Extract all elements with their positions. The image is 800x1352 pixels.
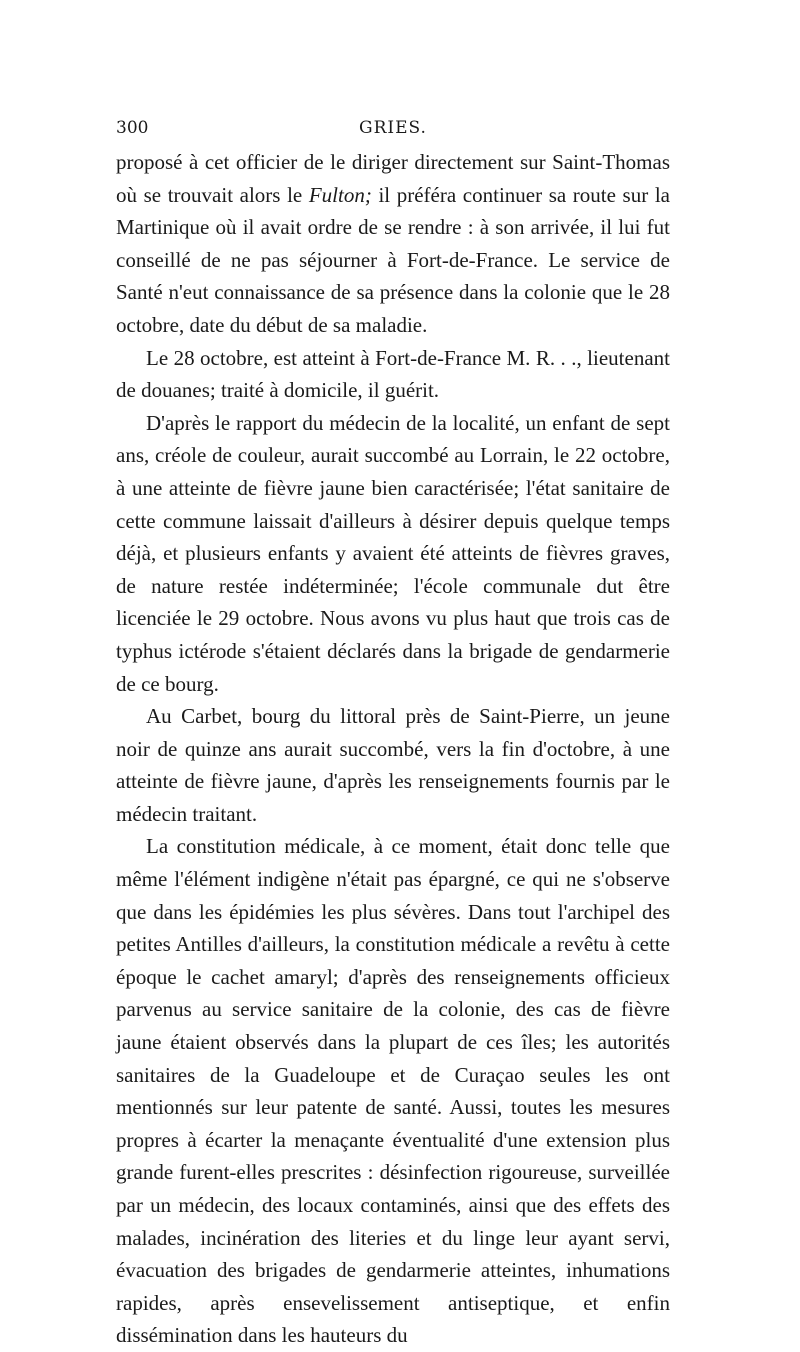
paragraph-1 xyxy=(116,146,670,342)
page-header xyxy=(116,116,670,140)
paragraph-1-text-a: proposé à cet officier de le diriger directement sur Saint-Thomas où se trouvait alors le xyxy=(116,150,670,207)
paragraph-2: Le 28 octobre, est atteint à Fort-de-France M. R. . ., lieutenant de douanes; traité à domicile, il guérit. xyxy=(116,345,670,403)
paragraph-5: La constitution médicale, à ce moment, était donc telle que même l'élément indigène n'était pas épargné, ce qui ne s'observe que dans les épidémies les plus sévères. Dans tout l'archipel des petites Antilles d'ailleurs, la constitution médicale a revêtu à cette époque le cachet amaryl; d'après des renseignements officieux parvenus au service sanitaire de la colonie, des cas de fièvre jaune étaient observés dans la plupart de ces îles; les autorités sanitaires de la Guadeloupe et de Curaçao seules les ont mentionnés sur leur patente de santé. Aussi, toutes les mesures propres à écarter la menaçante éventualité d'une extension plus grande furent-elles prescrites : désinfection rigoureuse, surveillée par un médecin, des locaux contaminés, ainsi que des effets des malades, incinération des literies et du linge leur ayant servi, évacuation des brigades de gendarmerie atteintes, inhumations rapides, après ensevelissement antiseptique, et enfin dissémination dans les hauteurs du xyxy=(116,834,670,1348)
body-text xyxy=(116,146,670,1352)
page-number: 300 xyxy=(116,118,149,138)
paragraph-3: D'après le rapport du médecin de la localité, un enfant de sept ans, créole de couleur, aurait succombé au Lorrain, le 22 octobre, à une atteinte de fièvre jaune bien caractérisée; l'état sanitaire de cette commune laissait d'ailleurs à désirer depuis quelque temps déjà, et plusieurs enfants y avaient été atteints de fièvres graves, de nature restée indéterminée; l'école communale dut être licenciée le 29 octobre. Nous avons vu plus haut que trois cas de typhus ictérode s'étaient déclarés dans la brigade de gendarmerie de ce bourg. xyxy=(116,410,670,696)
paragraph-4: Au Carbet, bourg du littoral près de Saint-Pierre, un jeune noir de quinze ans aurait succombé, vers la fin d'octobre, à une atteinte de fièvre jaune, d'après les renseignements fournis par le médecin traitant. xyxy=(116,704,670,826)
ship-name: Fulton; xyxy=(308,182,372,207)
paragraph-1-text-b: il préféra continuer sa route sur la Martinique où il avait ordre de se rendre : à son arrivée, il lui fut conseillé de ne pas séjourner à Fort-de-France. Le service de Santé n'eut connaissance de sa présence dans la colonie que le 28 octobre, date du début de sa maladie. xyxy=(116,182,670,337)
running-head: GRIES. xyxy=(359,118,427,138)
